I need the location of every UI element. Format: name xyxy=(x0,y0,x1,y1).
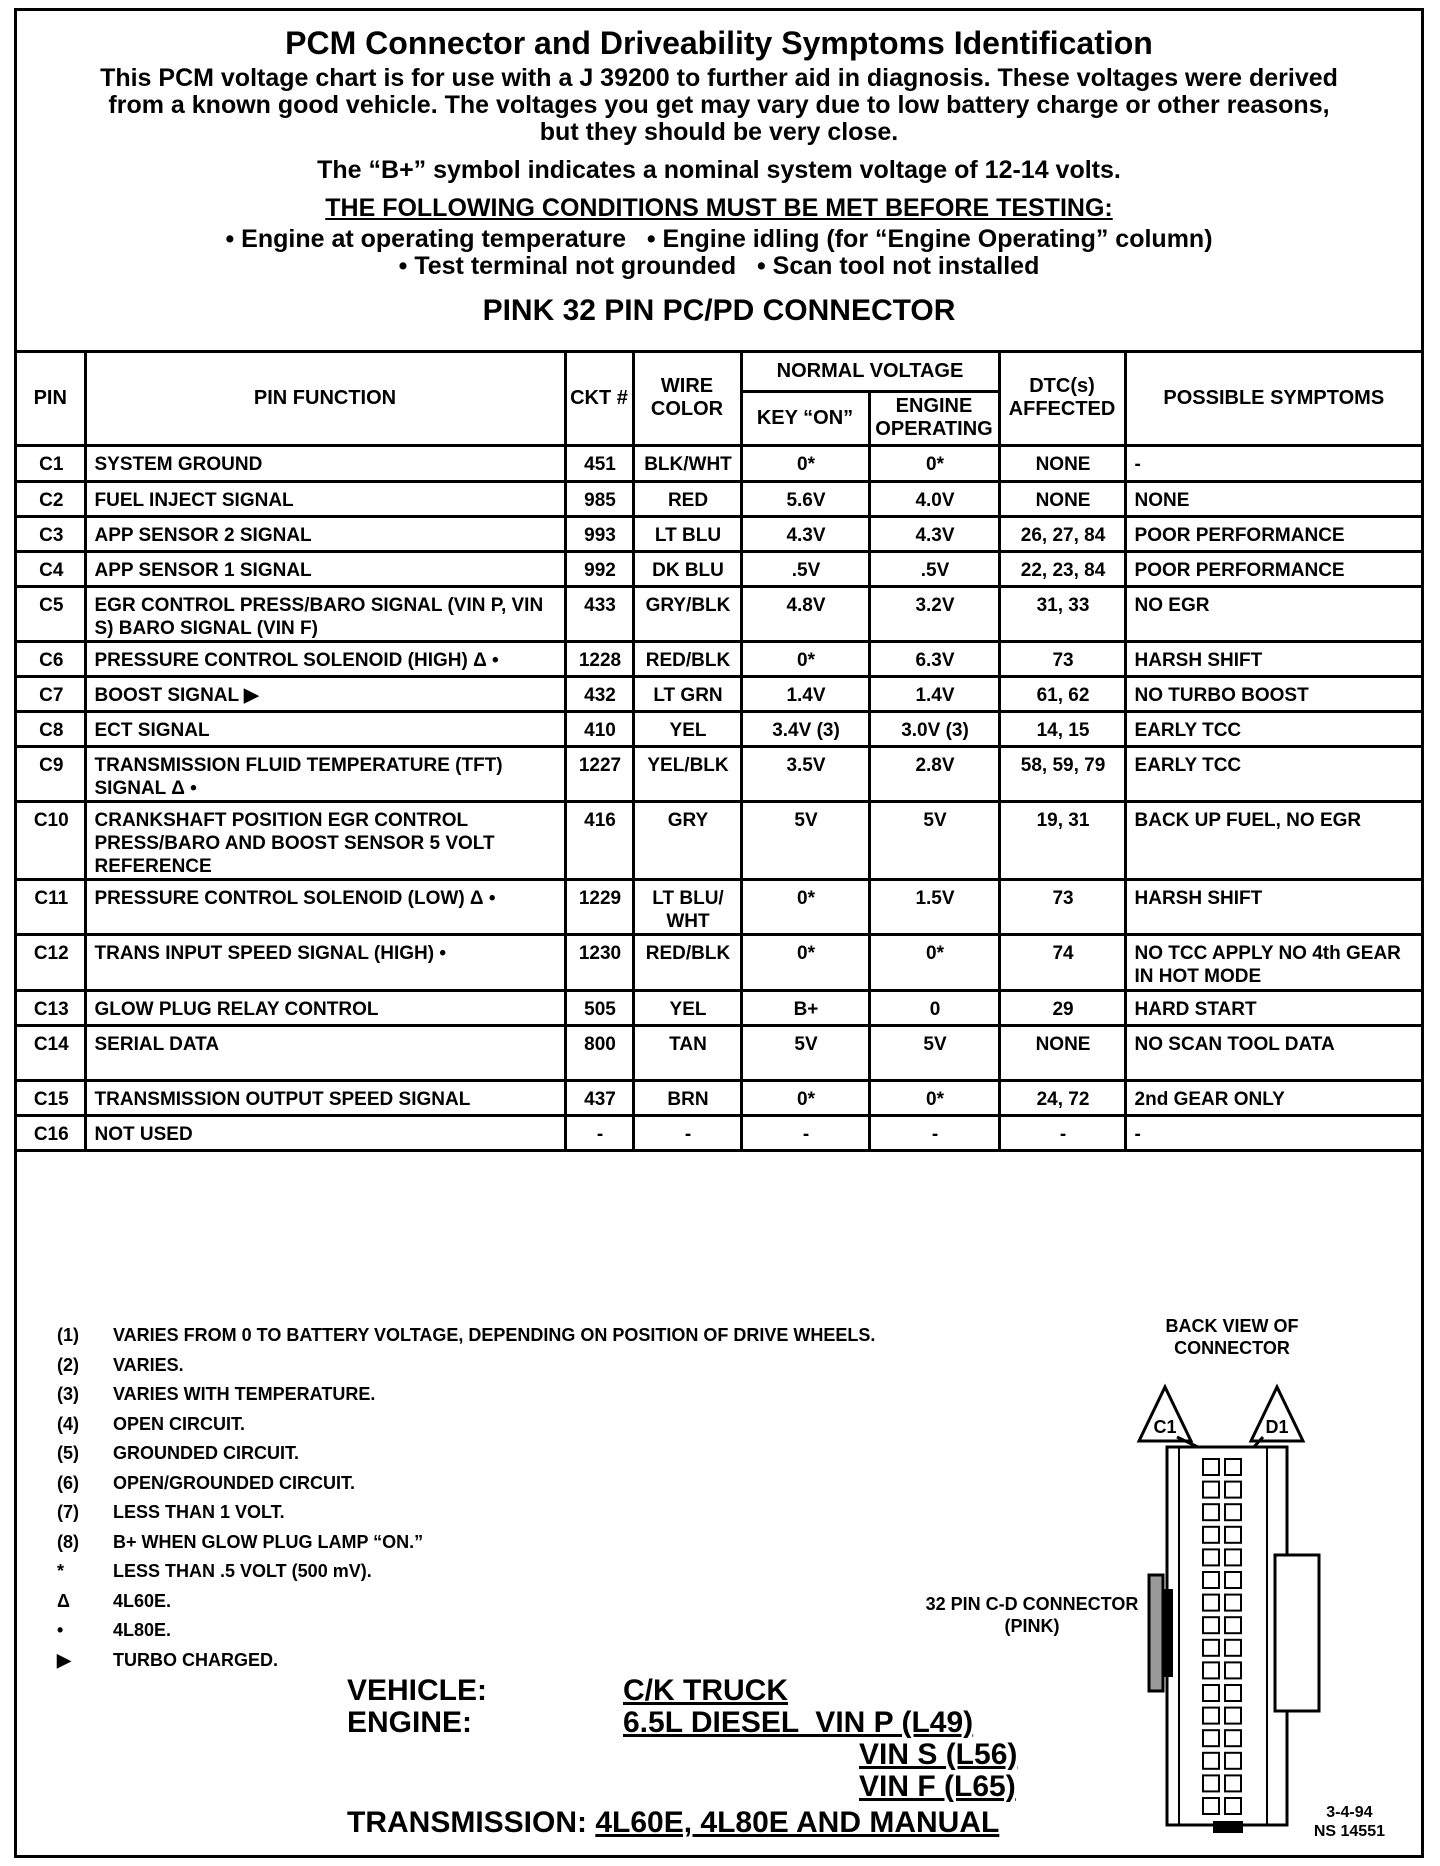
ckt-cell: 1229 xyxy=(565,879,633,934)
engine-value: VIN F (L65) xyxy=(859,1770,1016,1803)
engine-operating-voltage-cell: 3.2V xyxy=(869,586,999,641)
pin-cell: C11 xyxy=(17,879,85,934)
connector-pin-cavity xyxy=(1225,1708,1241,1724)
intro-text xyxy=(17,65,1421,146)
note-key: Δ xyxy=(57,1590,70,1611)
note-key: ▶ xyxy=(57,1649,71,1670)
symptoms-cell: HARSH SHIFT xyxy=(1125,879,1421,934)
connector-pin-cavity xyxy=(1225,1549,1241,1565)
figure-code xyxy=(1314,1803,1385,1841)
pin-cell: C1 xyxy=(17,445,85,481)
table-row xyxy=(17,551,1421,586)
key-on-voltage-cell: 0* xyxy=(741,934,869,990)
connector-pin-cavity xyxy=(1203,1798,1219,1814)
key-on-voltage-cell: 4.8V xyxy=(741,586,869,641)
wire-color-cell: BLK/WHT xyxy=(633,445,741,481)
note-key: (6) xyxy=(57,1472,79,1493)
pin-function-cell: APP SENSOR 2 SIGNAL xyxy=(85,516,565,551)
note-item xyxy=(57,1616,875,1646)
engine-operating-voltage-cell: 0 xyxy=(869,990,999,1025)
header-pin-function: PIN FUNCTION xyxy=(85,353,565,445)
connector-pin-cavity xyxy=(1225,1640,1241,1656)
document-sheet xyxy=(14,8,1424,1858)
ckt-cell: 505 xyxy=(565,990,633,1025)
document-header xyxy=(17,11,1421,353)
intro-line: This PCM voltage chart is for use with a J 39200 to further aid in diagnosis. These voltages were derived xyxy=(100,64,1338,92)
document-title: PCM Connector and Driveability Symptoms Identification xyxy=(285,25,1153,61)
dtc-cell: 24, 72 xyxy=(999,1080,1125,1115)
table-row xyxy=(17,586,1421,641)
connector-bottom-tab xyxy=(1213,1821,1243,1833)
note-item xyxy=(57,1321,875,1351)
engine-value: VIN S (L56) xyxy=(859,1738,1018,1771)
note-key: (4) xyxy=(57,1413,79,1434)
wire-color-cell: LT BLU/ WHT xyxy=(633,879,741,934)
note-text: 4L60E. xyxy=(113,1590,172,1611)
key-on-voltage-cell: 5V xyxy=(741,1025,869,1080)
wire-color-cell: YEL/BLK xyxy=(633,746,741,801)
engine-operating-voltage-cell: 2.8V xyxy=(869,746,999,801)
note-key: * xyxy=(57,1561,65,1582)
key-on-voltage-cell: 0* xyxy=(741,445,869,481)
table-row xyxy=(17,934,1421,990)
symptoms-cell: NO TCC APPLY NO 4th GEAR IN HOT MODE xyxy=(1125,934,1421,990)
header-ckt: CKT # xyxy=(565,353,633,445)
symptoms-cell: NONE xyxy=(1125,481,1421,516)
symptoms-cell: HARD START xyxy=(1125,990,1421,1025)
pin-cell: C4 xyxy=(17,551,85,586)
transmission-line xyxy=(347,1807,999,1839)
symptoms-cell: POOR PERFORMANCE xyxy=(1125,551,1421,586)
pin-cell: C10 xyxy=(17,801,85,879)
pin-cell: C16 xyxy=(17,1115,85,1150)
engine-value: 6.5L DIESEL VIN P (L49) xyxy=(623,1706,974,1739)
header-dtc: DTC(s) AFFECTED xyxy=(999,353,1125,445)
symptoms-cell: NO EGR xyxy=(1125,586,1421,641)
wire-color-cell: RED xyxy=(633,481,741,516)
pin-cell: C8 xyxy=(17,711,85,746)
key-on-voltage-cell: 3.5V xyxy=(741,746,869,801)
ckt-cell: - xyxy=(565,1115,633,1150)
conditions-line xyxy=(17,226,1421,253)
pin-function-cell: FUEL INJECT SIGNAL xyxy=(85,481,565,516)
table-row xyxy=(17,481,1421,516)
pin-cell: C15 xyxy=(17,1080,85,1115)
ckt-cell: 800 xyxy=(565,1025,633,1080)
connector-pin-cavity xyxy=(1203,1459,1219,1475)
dtc-cell: 31, 33 xyxy=(999,586,1125,641)
note-key: (3) xyxy=(57,1384,79,1405)
dtc-cell: 73 xyxy=(999,641,1125,676)
note-text: VARIES. xyxy=(113,1354,184,1375)
engine-operating-voltage-cell: 0* xyxy=(869,934,999,990)
connector-pin-cavity xyxy=(1203,1595,1219,1611)
connector-pin-cavity xyxy=(1225,1459,1241,1475)
engine-operating-voltage-cell: 0* xyxy=(869,1080,999,1115)
engine-operating-voltage-cell: 0* xyxy=(869,445,999,481)
key-on-voltage-cell: B+ xyxy=(741,990,869,1025)
engine-vin-s xyxy=(859,1739,1017,1771)
pin-function-cell: NOT USED xyxy=(85,1115,565,1150)
connector-pin-cavity xyxy=(1203,1662,1219,1678)
connector-pin-cavity xyxy=(1203,1617,1219,1633)
header-engine-operating: ENGINE OPERATING xyxy=(869,391,999,445)
key-on-voltage-cell: 4.3V xyxy=(741,516,869,551)
connector-pin-cavity xyxy=(1203,1549,1219,1565)
dtc-cell: 74 xyxy=(999,934,1125,990)
note-text: OPEN CIRCUIT. xyxy=(113,1413,246,1434)
pin-function-cell: EGR CONTROL PRESS/BARO SIGNAL (VIN P, VIN S) BARO SIGNAL (VIN F) xyxy=(85,586,565,641)
intro-line: from a known good vehicle. The voltages you get may vary due to low battery charge or other reasons, xyxy=(108,91,1330,119)
pin-function-cell: TRANSMISSION OUTPUT SPEED SIGNAL xyxy=(85,1080,565,1115)
footer-section xyxy=(17,1307,1421,1855)
engine-label: ENGINE: xyxy=(347,1706,473,1739)
ckt-cell: 1228 xyxy=(565,641,633,676)
header-pin: PIN xyxy=(17,353,85,445)
figure-date: 3-4-94 xyxy=(1326,1804,1373,1821)
pin-function-cell: SERIAL DATA xyxy=(85,1025,565,1080)
connector-pin-cavity xyxy=(1225,1482,1241,1498)
connector-pin-cavity xyxy=(1225,1527,1241,1543)
dtc-cell: 73 xyxy=(999,879,1125,934)
ckt-cell: 451 xyxy=(565,445,633,481)
table-row xyxy=(17,1080,1421,1115)
notes-list xyxy=(57,1321,875,1675)
note-key: (8) xyxy=(57,1531,79,1552)
connector-pin-cavity xyxy=(1203,1572,1219,1588)
key-on-voltage-cell: 5.6V xyxy=(741,481,869,516)
connector-pin-cavity xyxy=(1203,1527,1219,1543)
engine-operating-voltage-cell: 1.5V xyxy=(869,879,999,934)
header-normal-voltage: NORMAL VOLTAGE xyxy=(741,353,999,391)
engine-operating-voltage-cell: 5V xyxy=(869,1025,999,1080)
symptoms-cell: 2nd GEAR ONLY xyxy=(1125,1080,1421,1115)
dtc-cell: NONE xyxy=(999,481,1125,516)
figure-id: NS 14551 xyxy=(1313,1823,1385,1840)
key-on-voltage-cell: 1.4V xyxy=(741,676,869,711)
ckt-cell: 437 xyxy=(565,1080,633,1115)
conditions-line xyxy=(17,253,1421,280)
dtc-cell: NONE xyxy=(999,445,1125,481)
engine-operating-voltage-cell: 1.4V xyxy=(869,676,999,711)
pin-cell: C5 xyxy=(17,586,85,641)
intro-line: but they should be very close. xyxy=(539,118,899,146)
ckt-cell: 410 xyxy=(565,711,633,746)
condition-item: • Engine idling (for “Engine Operating” column) xyxy=(646,225,1213,253)
connector-pin-cavity xyxy=(1225,1662,1241,1678)
dtc-cell: - xyxy=(999,1115,1125,1150)
table-row xyxy=(17,516,1421,551)
connector-pin-cavity xyxy=(1203,1775,1219,1791)
engine-operating-voltage-cell: 5V xyxy=(869,801,999,879)
note-item xyxy=(57,1439,875,1469)
bplus-note: The “B+” symbol indicates a nominal system voltage of 12-14 volts. xyxy=(317,156,1121,184)
vehicle-line xyxy=(347,1675,788,1707)
connector-pin-cavity xyxy=(1225,1504,1241,1520)
pin-function-cell: PRESSURE CONTROL SOLENOID (HIGH) Δ • xyxy=(85,641,565,676)
connector-pin-cavity xyxy=(1203,1685,1219,1701)
connector-pin-cavity xyxy=(1203,1753,1219,1769)
condition-item: • Engine at operating temperature xyxy=(225,225,626,253)
wire-color-cell: RED/BLK xyxy=(633,641,741,676)
conditions-list xyxy=(17,226,1421,280)
note-key: (1) xyxy=(57,1325,79,1346)
connector-pin-cavity xyxy=(1225,1730,1241,1746)
symptoms-cell: HARSH SHIFT xyxy=(1125,641,1421,676)
engine-operating-voltage-cell: 6.3V xyxy=(869,641,999,676)
table-row xyxy=(17,711,1421,746)
wire-color-cell: BRN xyxy=(633,1080,741,1115)
table-row xyxy=(17,676,1421,711)
connector-pin-cavity xyxy=(1225,1775,1241,1791)
pin-cell: C12 xyxy=(17,934,85,990)
note-item xyxy=(57,1528,875,1558)
connector-pin-cavity xyxy=(1203,1504,1219,1520)
note-text: LESS THAN 1 VOLT. xyxy=(113,1502,285,1523)
connector-pin-cavity xyxy=(1203,1730,1219,1746)
pin-function-cell: ECT SIGNAL xyxy=(85,711,565,746)
note-item xyxy=(57,1557,875,1587)
connector-side-latch xyxy=(1149,1575,1163,1691)
table-row xyxy=(17,879,1421,934)
note-text: VARIES FROM 0 TO BATTERY VOLTAGE, DEPENDING ON POSITION OF DRIVE WHEELS. xyxy=(113,1325,876,1346)
wire-color-cell: GRY xyxy=(633,801,741,879)
vehicle-label: VEHICLE: xyxy=(347,1674,488,1707)
note-key: (5) xyxy=(57,1443,79,1464)
wire-color-cell: TAN xyxy=(633,1025,741,1080)
dtc-cell: 29 xyxy=(999,990,1125,1025)
ckt-cell: 432 xyxy=(565,676,633,711)
connector-pin-cavity xyxy=(1203,1708,1219,1724)
symptoms-cell: EARLY TCC xyxy=(1125,746,1421,801)
connector-pin-cavity xyxy=(1203,1640,1219,1656)
wire-color-cell: RED/BLK xyxy=(633,934,741,990)
connector-lock-tab xyxy=(1275,1555,1319,1711)
ckt-cell: 1227 xyxy=(565,746,633,801)
connector-diagram xyxy=(1127,1375,1357,1845)
engine-operating-voltage-cell: 4.0V xyxy=(869,481,999,516)
connector-latch-tab xyxy=(1163,1589,1173,1677)
connector-pin-cavity xyxy=(1225,1617,1241,1633)
connector-pin-cavity xyxy=(1225,1753,1241,1769)
key-on-voltage-cell: - xyxy=(741,1115,869,1150)
engine-operating-voltage-cell: .5V xyxy=(869,551,999,586)
dtc-cell: 61, 62 xyxy=(999,676,1125,711)
condition-item: • Test terminal not grounded xyxy=(398,252,737,280)
note-item xyxy=(57,1498,875,1528)
wire-color-cell: YEL xyxy=(633,711,741,746)
key-on-voltage-cell: 0* xyxy=(741,879,869,934)
note-item xyxy=(57,1587,875,1617)
pin-table xyxy=(17,353,1421,1152)
pin-rows xyxy=(17,445,1421,1150)
transmission-value: 4L60E, 4L80E AND MANUAL xyxy=(595,1806,1000,1839)
wire-color-cell: GRY/BLK xyxy=(633,586,741,641)
dtc-cell: 58, 59, 79 xyxy=(999,746,1125,801)
symptoms-cell: POOR PERFORMANCE xyxy=(1125,516,1421,551)
engine-operating-voltage-cell: 3.0V (3) xyxy=(869,711,999,746)
key-on-voltage-cell: 0* xyxy=(741,641,869,676)
ckt-cell: 985 xyxy=(565,481,633,516)
note-key: • xyxy=(57,1620,64,1641)
symptoms-cell: BACK UP FUEL, NO EGR xyxy=(1125,801,1421,879)
wire-color-cell: LT BLU xyxy=(633,516,741,551)
pin-cell: C2 xyxy=(17,481,85,516)
key-on-voltage-cell: 5V xyxy=(741,801,869,879)
connector-pin-cavity xyxy=(1203,1482,1219,1498)
symptoms-cell: - xyxy=(1125,1115,1421,1150)
pin-cell: C3 xyxy=(17,516,85,551)
pin-function-cell: APP SENSOR 1 SIGNAL xyxy=(85,551,565,586)
wire-color-cell: DK BLU xyxy=(633,551,741,586)
note-key: (2) xyxy=(57,1354,79,1375)
pin-cell: C13 xyxy=(17,990,85,1025)
key-on-voltage-cell: .5V xyxy=(741,551,869,586)
dtc-cell: 22, 23, 84 xyxy=(999,551,1125,586)
dtc-cell: 19, 31 xyxy=(999,801,1125,879)
note-text: TURBO CHARGED. xyxy=(113,1649,278,1670)
header-wire-color: WIRE COLOR xyxy=(633,353,741,445)
connector-pin-cavity xyxy=(1225,1685,1241,1701)
dtc-cell: NONE xyxy=(999,1025,1125,1080)
note-text: OPEN/GROUNDED CIRCUIT. xyxy=(113,1472,356,1493)
symptoms-cell: NO TURBO BOOST xyxy=(1125,676,1421,711)
note-text: VARIES WITH TEMPERATURE. xyxy=(113,1384,376,1405)
note-item xyxy=(57,1380,875,1410)
engine-operating-voltage-cell: 4.3V xyxy=(869,516,999,551)
pin-c1-label: C1 xyxy=(1153,1417,1177,1437)
symptoms-cell: - xyxy=(1125,445,1421,481)
pin-cell: C9 xyxy=(17,746,85,801)
pin-function-cell: PRESSURE CONTROL SOLENOID (LOW) Δ • xyxy=(85,879,565,934)
vehicle-value: C/K TRUCK xyxy=(623,1674,788,1707)
note-key: (7) xyxy=(57,1502,79,1523)
table-row xyxy=(17,1115,1421,1150)
pin-cell: C7 xyxy=(17,676,85,711)
dtc-cell: 14, 15 xyxy=(999,711,1125,746)
note-text: B+ WHEN GLOW PLUG LAMP “ON.” xyxy=(113,1531,424,1552)
connector-title: PINK 32 PIN PC/PD CONNECTOR xyxy=(482,294,956,327)
pin-function-cell: TRANSMISSION FLUID TEMPERATURE (TFT) SIGNAL Δ • xyxy=(85,746,565,801)
table-row xyxy=(17,990,1421,1025)
note-text: 4L80E. xyxy=(113,1620,172,1641)
table-row xyxy=(17,445,1421,481)
ckt-cell: 992 xyxy=(565,551,633,586)
conditions-title: THE FOLLOWING CONDITIONS MUST BE MET BEFORE TESTING: xyxy=(325,194,1113,222)
key-on-voltage-cell: 0* xyxy=(741,1080,869,1115)
ckt-cell: 1230 xyxy=(565,934,633,990)
connector-pin-cavity xyxy=(1225,1798,1241,1814)
engine-operating-voltage-cell: - xyxy=(869,1115,999,1150)
symptoms-cell: NO SCAN TOOL DATA xyxy=(1125,1025,1421,1080)
pin-function-cell: TRANS INPUT SPEED SIGNAL (HIGH) • xyxy=(85,934,565,990)
pin-function-cell: GLOW PLUG RELAY CONTROL xyxy=(85,990,565,1025)
back-view-label: BACK VIEW OF CONNECTOR xyxy=(1165,1316,1299,1358)
engine-vin-f xyxy=(859,1771,1016,1803)
wire-color-cell: LT GRN xyxy=(633,676,741,711)
pin-function-cell: SYSTEM GROUND xyxy=(85,445,565,481)
pin-function-cell: BOOST SIGNAL ▶ xyxy=(85,676,565,711)
pin-cell: C6 xyxy=(17,641,85,676)
table-row xyxy=(17,801,1421,879)
pin-cell: C14 xyxy=(17,1025,85,1080)
table-row xyxy=(17,641,1421,676)
note-item xyxy=(57,1646,875,1676)
note-text: GROUNDED CIRCUIT. xyxy=(113,1443,300,1464)
header-symptoms: POSSIBLE SYMPTOMS xyxy=(1125,353,1421,445)
pin-d1-label: D1 xyxy=(1265,1417,1289,1437)
dtc-cell: 26, 27, 84 xyxy=(999,516,1125,551)
connector-pin-cavity xyxy=(1225,1595,1241,1611)
ckt-cell: 993 xyxy=(565,516,633,551)
table-row xyxy=(17,746,1421,801)
transmission-label: TRANSMISSION: xyxy=(347,1806,587,1839)
table-row xyxy=(17,1025,1421,1080)
key-on-voltage-cell: 3.4V (3) xyxy=(741,711,869,746)
connector-label: 32 PIN C-D CONNECTOR (PINK) xyxy=(925,1594,1139,1636)
engine-line xyxy=(347,1707,973,1739)
connector-pin-cavity xyxy=(1225,1572,1241,1588)
note-item xyxy=(57,1410,875,1440)
symptoms-cell: EARLY TCC xyxy=(1125,711,1421,746)
header-key-on: KEY “ON” xyxy=(741,391,869,445)
pin-function-cell: CRANKSHAFT POSITION EGR CONTROL PRESS/BARO AND BOOST SENSOR 5 VOLT REFERENCE xyxy=(85,801,565,879)
condition-item: • Scan tool not installed xyxy=(756,252,1040,280)
note-text: LESS THAN .5 VOLT (500 mV). xyxy=(113,1561,372,1582)
ckt-cell: 433 xyxy=(565,586,633,641)
ckt-cell: 416 xyxy=(565,801,633,879)
note-item xyxy=(57,1351,875,1381)
note-item xyxy=(57,1469,875,1499)
wire-color-cell: - xyxy=(633,1115,741,1150)
wire-color-cell: YEL xyxy=(633,990,741,1025)
